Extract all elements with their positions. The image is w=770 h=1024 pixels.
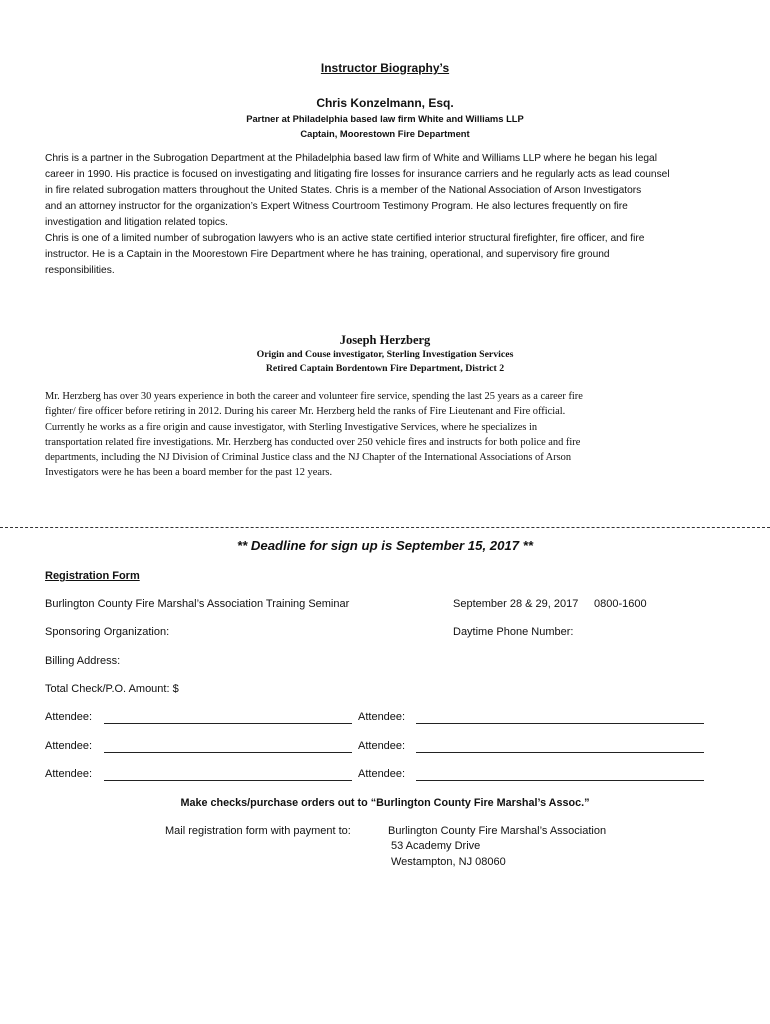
bio-line: career in 1990. His practice is focused on investigating and litigating fire losses for insurance carriers and he regularly acts as lead counsel: [45, 169, 670, 180]
instructor-1-role: Captain, Moorestown Fire Department: [300, 128, 470, 139]
bio-line: Investigators were he has been a board member for the past 12 years.: [45, 467, 333, 479]
bio-line: investigation and litigation related topics.: [45, 217, 228, 228]
page-title: Instructor Biography’s: [320, 61, 450, 75]
instructor-2-name: Joseph Herzberg: [339, 333, 431, 347]
instructor-1-role: Partner at Philadelphia based law firm White and Williams LLP: [246, 113, 524, 124]
bio-line: fighter/ fire officer before retiring in 2012. During his career Mr. Herzberg held the ranks of Fire Lieutenant and Fire official.: [45, 406, 566, 418]
instructor-2-bio: [45, 389, 735, 481]
bio-line: and an attorney instructor for the organization’s Expert Witness Courtroom Testimony Program. He also lectures frequently on fire: [45, 201, 628, 212]
attendee-name-blank[interactable]: [104, 752, 352, 753]
attendee-label: Attendee:: [45, 740, 93, 752]
attendee-label: Attendee:: [45, 711, 93, 723]
checks-payable-note: Make checks/purchase orders out to “Burlington County Fire Marshal’s Assoc.”: [180, 797, 590, 809]
billing-address-label: Billing Address:: [45, 655, 121, 667]
bio-line: Mr. Herzberg has over 30 years experience in both the career and volunteer fire service, spending the last 25 years as a career fire: [45, 391, 583, 402]
attendee-name-blank[interactable]: [104, 723, 352, 724]
instructor-2-role: Origin and Couse investigator, Sterling Investigation Services: [256, 349, 514, 360]
instructor-1-bio: [45, 151, 735, 279]
instructor-1-name: Chris Konzelmann, Esq.: [316, 96, 454, 110]
mailing-address-line: Westampton, NJ 08060: [391, 856, 506, 868]
bio-line: Currently he works as a fire origin and cause investigator, with Sterling Investigative Services, where he specializes in: [45, 421, 538, 433]
bio-line: responsibilities.: [45, 265, 115, 276]
mailing-address-line: 53 Academy Drive: [391, 840, 481, 852]
seminar-dates: September 28 & 29, 2017: [453, 598, 579, 610]
registration-form-heading: Registration Form: [45, 570, 140, 582]
seminar-name: Burlington County Fire Marshal’s Association Training Seminar: [45, 598, 350, 610]
seminar-time: 0800-1600: [594, 598, 647, 610]
bio-line: transportation related fire investigations. Mr. Herzberg has conducted over 250 vehicle fires and instructs for both police and fire: [45, 436, 581, 448]
bio-line: in fire related subrogation matters throughout the United States. Chris is a member of the National Association of Arson Investigators: [45, 185, 642, 196]
sponsoring-organization-label: Sponsoring Organization:: [45, 626, 170, 638]
total-amount-label: Total Check/P.O. Amount: $: [45, 683, 179, 695]
attendee-label: Attendee:: [358, 768, 406, 780]
attendee-label: Attendee:: [45, 768, 93, 780]
bio-line: departments, including the NJ Division of Criminal Justice class and the NJ Chapter of the International Associations of Arson: [45, 452, 572, 464]
mail-to-label: Mail registration form with payment to:: [165, 825, 351, 837]
attendee-name-blank[interactable]: [104, 780, 352, 781]
bio-line: Chris is a partner in the Subrogation Department at the Philadelphia based law firm of White and Williams LLP where he began his legal: [45, 153, 657, 164]
mailing-address-line: Burlington County Fire Marshal’s Association: [388, 825, 607, 837]
attendee-label: Attendee:: [358, 711, 406, 723]
daytime-phone-label: Daytime Phone Number:: [453, 626, 574, 638]
cut-line-divider: [0, 527, 770, 528]
deadline-notice: ** Deadline for sign up is September 15, 2017 **: [236, 538, 534, 553]
attendee-name-blank[interactable]: [416, 780, 704, 781]
bio-line: Chris is one of a limited number of subrogation lawyers who is an active state certified interior structural firefighter, fire officer, and fire: [45, 233, 645, 244]
instructor-2-role: Retired Captain Bordentown Fire Department, District 2: [265, 363, 505, 374]
bio-line: instructor. He is a Captain in the Moorestown Fire Department where he has training, operational, and supervisory fire ground: [45, 249, 610, 260]
attendee-name-blank[interactable]: [416, 723, 704, 724]
attendee-name-blank[interactable]: [416, 752, 704, 753]
attendee-label: Attendee:: [358, 740, 406, 752]
